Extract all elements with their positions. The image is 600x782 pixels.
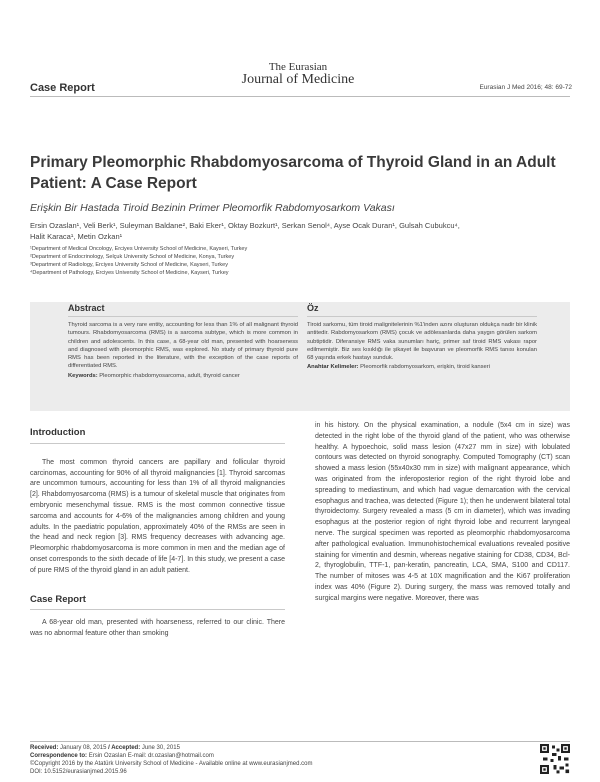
section-label: Case Report: [30, 82, 95, 94]
introduction-paragraph: The most common thyroid cancers are papillary and follicular thyroid carcinomas, accounting for 90% of all thyroid malignancies [1]. Thyroid sarcomas are uncommon tumours, accounting for less than 1% of all thyroid malignancies [2]. Rhabdomyosarcoma (RMS) is a tumour of skeletal muscle that originates from embryonic mesenchymal tissue. RMS is the most common connective tissue sarcoma and accounts for 4-6% of the malignancies among children and young adults. In the paediatric population, approximately 40% of the RMSs are seen in the head and neck region [3]. RMS frequency decreases with advancing age. Pleomorphic rhabdomyosarcoma is more common in men and the median age of onset corresponds to the sixth decade of life [4-7]. In this study, we present a case of pure RMS of the thyroid gland in an adult patient.: [30, 458, 285, 574]
article-title: Primary Pleomorphic Rhabdomyosarcoma of Thyroid Gland in an Adult Patient: A Case Report: [30, 154, 556, 192]
doi-line: DOI: 10.5152/eurasianjmed.2015.96: [30, 769, 127, 775]
correspondence-line: [30, 752, 500, 760]
article-subtitle: Erişkin Bir Hastada Tiroid Bezinin Primer Pleomorfik Rabdomyosarkom Vakası: [30, 202, 395, 214]
left-column: [30, 428, 285, 640]
received-date: January 08, 2015: [60, 745, 107, 751]
accepted-label: / Accepted:: [108, 745, 141, 751]
oz-keywords-text: Pleomorfik rabdomyosarkom, erişkin, tiroid kanseri: [360, 364, 491, 371]
dates-line: [30, 744, 500, 752]
keywords-label: Keywords:: [68, 372, 98, 379]
right-column: [315, 421, 570, 605]
correspondence-label: Correspondence to:: [30, 753, 88, 759]
abstract-turkish: [307, 303, 537, 372]
case-report-paragraph-start: A 68-year old man, presented with hoarseness, referred to our clinic. There was no abnormal feature other than smoking: [30, 619, 285, 638]
footer-divider: [30, 741, 570, 742]
abstract-body: Thyroid sarcoma is a very rare entity, accounting for less than 1% of all malignant thyroid tumours. Rhabdomyosarcoma (RMS) is a sarcoma subtype, which is more common in children and adolescents. In this case, a 68-year old man, presented with hoarseness and diagnosed with pleomorphic RMS, was explored. No study of primary thyroid pure RMS has been reported in the literature, with the exception of the case reports of differentiated RMS.: [68, 322, 298, 370]
introduction-heading: Introduction: [30, 428, 285, 444]
accepted-date: June 30, 2015: [141, 745, 180, 751]
citation: Eurasian J Med 2016; 48: 69-72: [479, 84, 572, 91]
correspondence-text: Ersin Ozaslan E-mail: dr.ozaslan@hotmail.com: [88, 753, 214, 759]
header-divider: [30, 96, 570, 97]
qr-code-icon: [540, 744, 570, 774]
journal-name-line1: The Eurasian: [268, 61, 328, 73]
oz-keywords: [307, 363, 537, 371]
journal-logo: [228, 62, 368, 87]
affiliation-1: ¹Department of Medical Oncology, Erciyes University School of Medicine, Kayseri, Turkey: [30, 246, 248, 252]
keywords-text: Pleomorphic rhabdomyosarcoma, adult, thyroid cancer: [99, 372, 240, 379]
copyright-line: ©Copyright 2016 by the Atatürk University School of Medicine - Available online at www.eurasianjmed.com: [30, 761, 313, 767]
case-report-heading: Case Report: [30, 595, 285, 611]
oz-body: Tiroid sarkomu, tüm tiroid malignitelerinin %1'inden azını oluşturan oldukça nadir bir klinik antitedir. Rabdomyosarkom (RMS) çocuk ve adölesanlarda daha yaygın görülen sarkom subtiptidir. Diferansiye RMS vaka sunumları hariç, primer saf tiroid RMS vakası rapor edilmemiştir. Biz ses kısıklığı ile şikayet ile başvuran ve pleomorfik RMS tanısı konulan 68 yaşında erkek hastayı sunduk.: [307, 322, 537, 362]
author-list: [30, 220, 575, 242]
affiliation-4: ⁴Department of Pathology, Erciyes University School of Medicine, Kayseri, Turkey: [30, 270, 229, 276]
oz-heading: Öz: [307, 303, 537, 317]
affiliation-3: ³Department of Radiology, Erciyes University School of Medicine, Kayseri, Turkey: [30, 262, 228, 268]
abstract-heading: Abstract: [68, 303, 298, 317]
oz-keywords-label: Anahtar Kelimeler:: [307, 364, 359, 371]
authors-line-2: Halit Karaca¹, Metin Ozkan¹: [30, 232, 123, 241]
journal-name-line2: Journal of Medicine: [241, 72, 355, 87]
abstract-english: [68, 303, 298, 380]
affiliations: [30, 245, 575, 277]
case-report-paragraph-continued: in his history. On the physical examination, a nodule (5x4 cm in size) was detected in the right lobe of the thyroid gland of the patient, who was otherwise healthy. A hypoechoic, solid mass lesion (47x27 mm in size) with lobulated contours was detected on thyroid sonography. Computed Tomography (CT) scan showed a mass lesion (55x40x30 mm in size) with malignant appearance, which was originated from the inferoposterior region of the right thyroid lobe and spreading to mediastinum, and which had vague demarcation with the cervical esophagus and trachea, was detected (Figure 1); then he underwent bilateral total thyroidectomy. Surgery revealed a mass (5 cm in diameter), which was invading esophagus at the posterior region of right thyroid lobe and recurrent laryngeal nerve. The surgical specimen was reported as pleomorphic rhabdomyosarcoma after pathological evaluation. Immunohistochemical evaluations revealed positive staining for vimentin and desmin, whereas negative staining for CD38, CD34, Bcl-2, thyroglobulin, TTF-1, pan-keratin, pancreatin, LCA, SMA, S100 and CD117. The number of mitoses was 4-5 at 10X magnification and the Ki67 proliferation index was 40% (Figure 2). During surgery, the mass was removed totally and surgical margins were negative. Moreover, there was: [315, 422, 570, 602]
received-label: Received:: [30, 745, 59, 751]
affiliation-2: ²Department of Endocrinology, Selçuk University School of Medicine, Konya, Turkey: [30, 254, 235, 260]
footer-info: [30, 744, 500, 776]
authors-line-1: Ersin Ozaslan¹, Veli Berk¹, Suleyman Baldane², Baki Eker¹, Oktay Bozkurt¹, Serkan Senol⁴, Ayse Ocak Duran¹, Gulsah Cubukcu⁴,: [30, 221, 460, 230]
abstract-keywords: [68, 372, 298, 380]
